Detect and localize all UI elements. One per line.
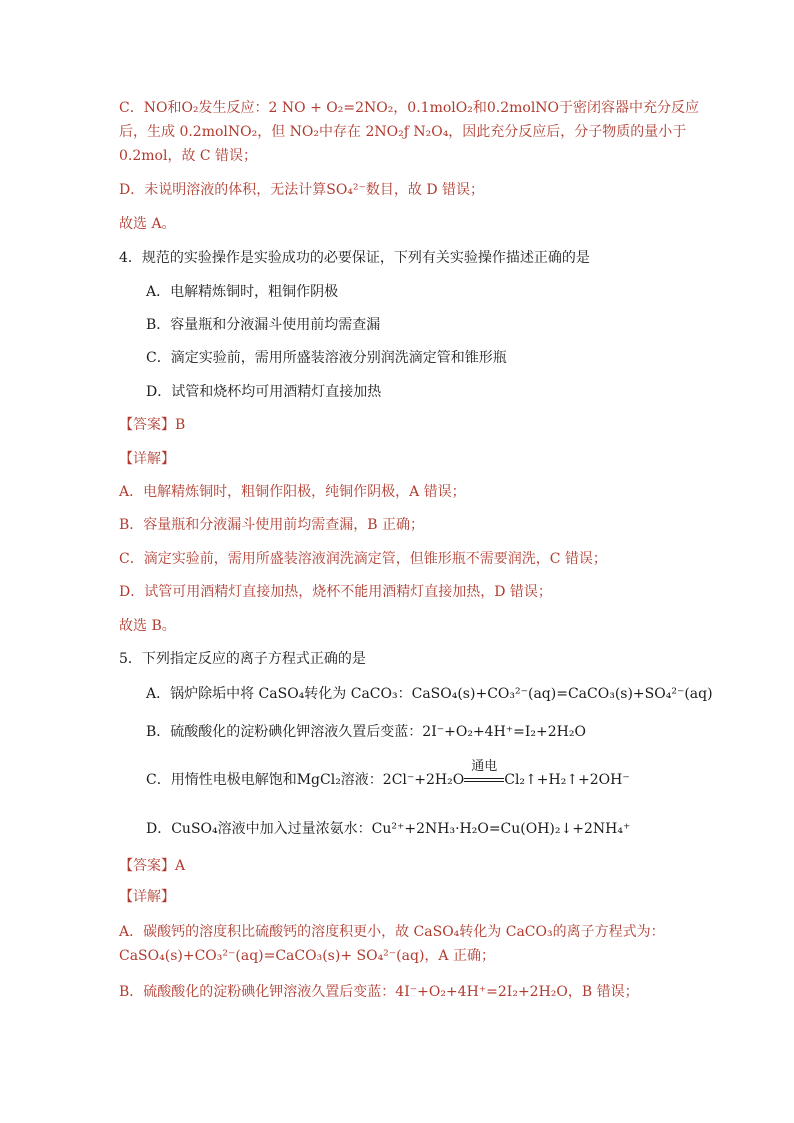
q5-explanation-b: B．硫酸酸化的淀粉碘化钾溶液久置后变蓝：4I⁻+O₂+4H⁺=2I₂+2H₂O，B 错误； — [119, 984, 639, 1000]
q5-option-d: D．CuSO₄溶液中加入过量浓氨水：Cu²⁺+2NH₃·H₂O=Cu(OH)₂↓+2NH₄⁺ — [146, 821, 631, 837]
q3-option-c-line1: C．NO和O₂发生反应：2 NO + O₂=2NO₂，0.1molO₂和0.2molNO于密闭容器中充分反应 — [119, 100, 700, 116]
q4-explanation-c: C．滴定实验前，需用所盛装溶液润洗滴定管，但锥形瓶不需要润洗，C 错误； — [119, 551, 607, 567]
q5-option-c — [146, 759, 694, 790]
q4-detail-label: 【详解】 — [119, 451, 175, 467]
q3-option-c-line3: 0.2mol，故 C 错误； — [119, 148, 258, 164]
electrolysis-label: 通电 — [471, 759, 498, 774]
q4-option-b: B．容量瓶和分液漏斗使用前均需查漏 — [146, 317, 381, 333]
q5-option-a: A．锅炉除垢中将 CaSO₄转化为 CaCO₃：CaSO₄(s)+CO₃²⁻(aq)=CaCO₃(s)+SO₄²⁻(aq) — [146, 686, 713, 702]
q5-answer: 【答案】A — [119, 858, 186, 874]
double-line-icon — [464, 778, 504, 782]
q3-conclusion: 故选 A。 — [119, 216, 176, 232]
q5-option-c-post: Cl₂↑+H₂↑+2OH⁻ — [504, 772, 630, 788]
q4-stem: 4．规范的实验操作是实验成功的必要保证，下列有关实验操作描述正确的是 — [119, 250, 590, 266]
q5-explanation-a-line1: A．碳酸钙的溶度积比硫酸钙的溶度积更小，故 CaSO₄转化为 CaCO₃的离子方程式为： — [119, 924, 665, 940]
q4-explanation-b: B．容量瓶和分液漏斗使用前均需查漏，B 正确； — [119, 517, 425, 533]
q5-option-c-pre: C．用惰性电极电解饱和MgCl₂溶液：2Cl⁻+2H₂O — [146, 772, 465, 788]
q4-option-a: A．电解精炼铜时，粗铜作阴极 — [146, 284, 339, 300]
q4-option-d: D．试管和烧杯均可用酒精灯直接加热 — [146, 384, 382, 400]
electrolysis-arrow — [464, 759, 504, 790]
q5-explanation-a-line2: CaSO₄(s)+CO₃²⁻(aq)=CaCO₃(s)+ SO₄²⁻(aq)，A 正确； — [119, 948, 495, 964]
q5-stem: 5．下列指定反应的离子方程式正确的是 — [119, 651, 366, 667]
q3-option-d: D．未说明溶液的体积，无法计算SO₄²⁻数目，故 D 错误； — [119, 182, 485, 198]
q4-answer: 【答案】B — [119, 417, 186, 433]
q4-option-c: C．滴定实验前，需用所盛装溶液分别润洗滴定管和锥形瓶 — [146, 350, 507, 366]
q4-conclusion: 故选 B。 — [119, 618, 176, 634]
q5-option-b: B．硫酸酸化的淀粉碘化钾溶液久置后变蓝：2I⁻+O₂+4H⁺=I₂+2H₂O — [146, 724, 586, 740]
q4-explanation-d: D．试管可用酒精灯直接加热，烧杯不能用酒精灯直接加热，D 错误； — [119, 584, 552, 600]
q4-explanation-a: A．电解精炼铜时，粗铜作阳极，纯铜作阴极，A 错误； — [119, 484, 466, 500]
q5-detail-label: 【详解】 — [119, 889, 175, 905]
q3-option-c-line2: 后，生成 0.2molNO₂，但 NO₂中存在 2NO₂ƒ N₂O₄，因此充分反应后，分子物质的量小于 — [119, 124, 687, 140]
